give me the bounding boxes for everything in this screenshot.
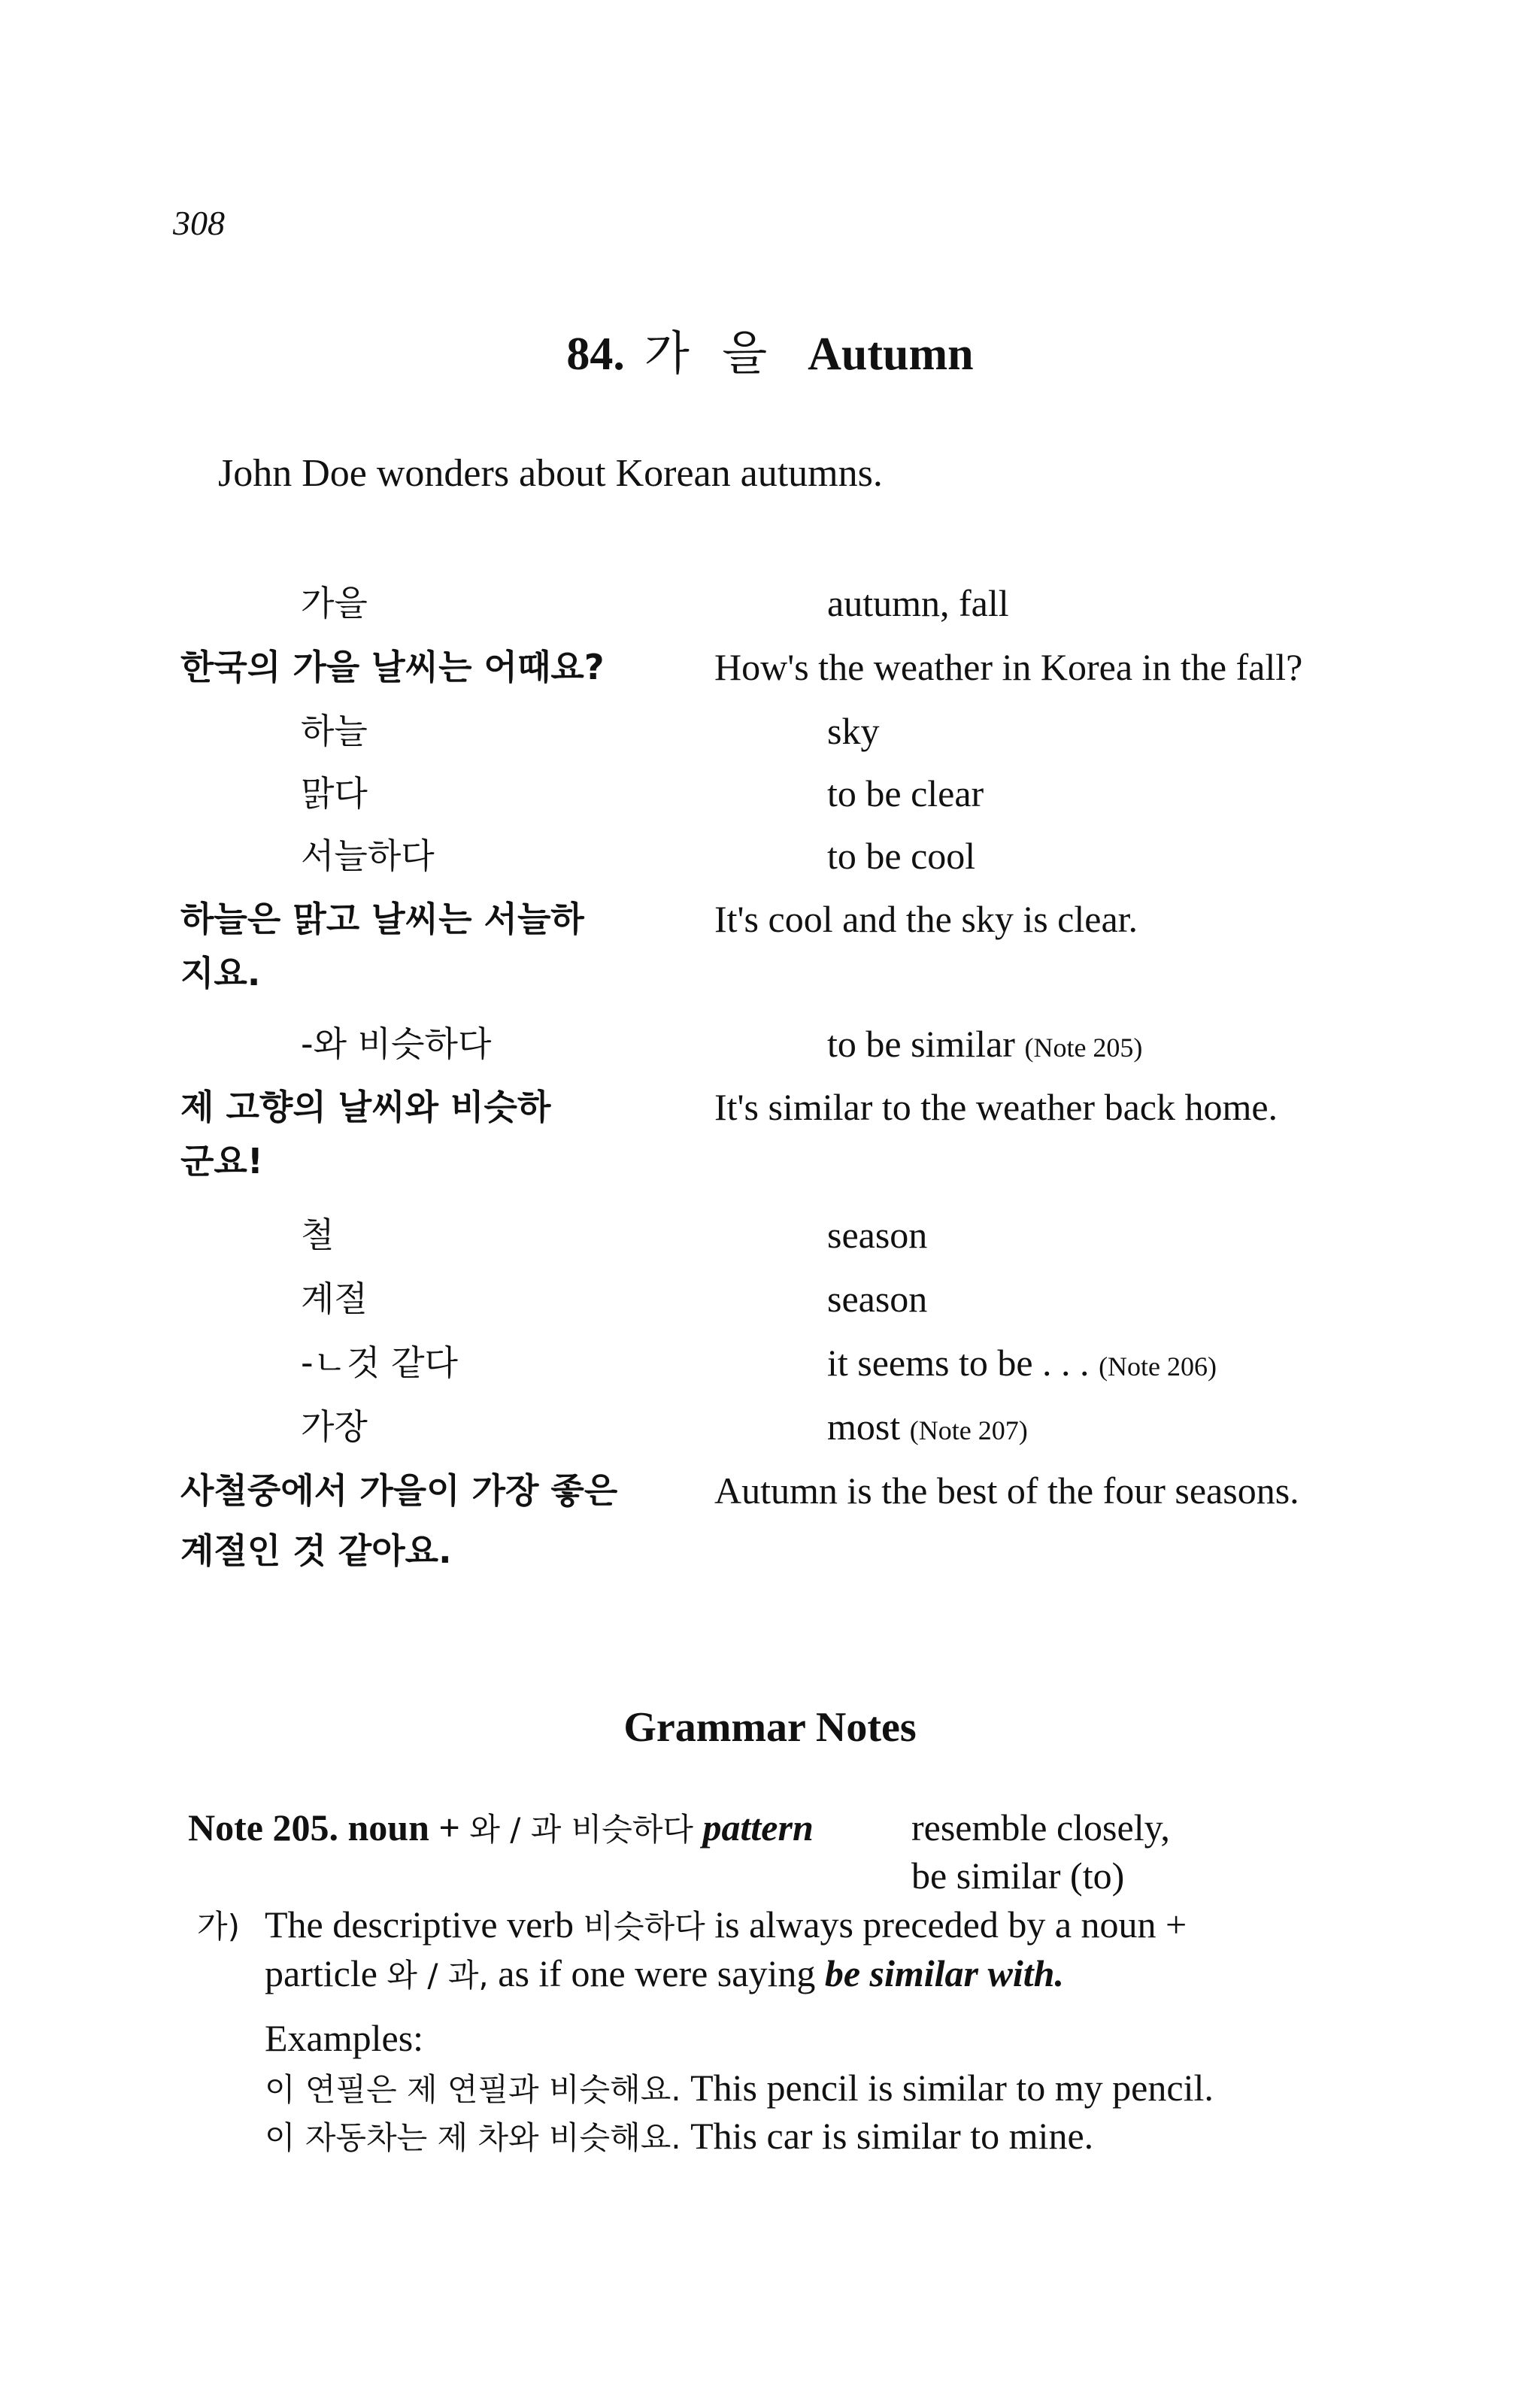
sentence-korean: 제 고향의 날씨와 비슷하 — [180, 1087, 551, 1127]
example-item — [265, 2064, 1214, 2114]
example-english: This pencil is similar to my pencil. — [690, 2067, 1214, 2109]
note-formula-korean: 와 / 과 비슷하다 — [469, 1811, 694, 1848]
vocab-korean: 가장 — [301, 1406, 368, 1447]
note-reference: (Note 205) — [1024, 1033, 1143, 1063]
vocab-english — [827, 1395, 1028, 1462]
vocab-english: season — [827, 1214, 928, 1256]
sentence-korean: 한국의 가을 날씨는 어때요? — [180, 647, 605, 687]
point-emphasis: be similar with. — [824, 1952, 1064, 1994]
note-formula: noun + — [347, 1806, 460, 1849]
sentence-korean-continued: 계절인 것 같아요. — [180, 1530, 452, 1571]
note-205-heading — [188, 1803, 814, 1854]
sentence-english: It's cool and the sky is clear. — [714, 898, 1138, 940]
vocab-english: autumn, fall — [827, 582, 1009, 624]
vocab-english — [827, 1331, 1217, 1398]
note-reference: (Note 206) — [1099, 1351, 1217, 1382]
example-korean: 이 연필은 제 연필과 비슷해요. — [265, 2071, 681, 2108]
note-reference: (Note 207) — [909, 1415, 1028, 1445]
note-label: Note 205. — [188, 1806, 338, 1849]
intro-text: John Doe wonders about Korean autumns. — [218, 452, 883, 495]
example-korean: 이 자동차는 제 차와 비슷해요. — [265, 2119, 681, 2156]
note-pattern-label: pattern — [702, 1806, 814, 1849]
vocab-english-text: to be similar — [827, 1023, 1015, 1065]
vocab-english: to be clear — [827, 772, 984, 814]
vocab-english: season — [827, 1278, 928, 1320]
sentence-english: Autumn is the best of the four seasons. — [714, 1469, 1299, 1512]
sentence-korean: 하늘은 맑고 날씨는 서늘하 — [180, 899, 584, 939]
lesson-title-korean: 가 을 — [644, 329, 778, 380]
examples-label: Examples: — [265, 2017, 424, 2059]
grammar-notes-heading: Grammar Notes — [623, 1704, 917, 1751]
example-item — [265, 2112, 1093, 2162]
vocab-korean: -와 비슷하다 — [301, 1024, 492, 1064]
lesson-title — [0, 316, 1540, 383]
note-meaning-line-1: resemble closely, — [911, 1806, 1170, 1849]
vocab-korean: 철 — [301, 1215, 335, 1255]
vocab-english-text: it seems to be . . . — [827, 1342, 1090, 1384]
note-meaning-line-2: be similar (to) — [911, 1855, 1125, 1897]
vocab-english-text: most — [827, 1406, 901, 1448]
lesson-title-english: Autumn — [808, 329, 974, 380]
vocab-korean: -ㄴ것 같다 — [301, 1342, 458, 1383]
lesson-number: 84. — [566, 329, 625, 380]
vocab-korean: 서늘하다 — [301, 836, 435, 876]
sentence-korean: 사철중에서 가을이 가장 좋은 — [180, 1470, 618, 1511]
vocab-korean: 계절 — [301, 1278, 368, 1319]
vocab-korean: 가을 — [301, 583, 368, 623]
vocab-english: to be cool — [827, 835, 976, 877]
sentence-korean-continued: 지요. — [180, 953, 261, 993]
vocab-english — [827, 1012, 1142, 1079]
point-marker: 가) — [197, 1908, 240, 1945]
point-korean-term: 비슷하다 — [583, 1908, 705, 1945]
vocab-korean: 하늘 — [301, 711, 368, 751]
vocab-english: sky — [827, 710, 880, 752]
page-number: 308 — [173, 204, 225, 242]
point-text-line-1: The descriptive verb 비슷하다 is always preceded by a noun + — [265, 1903, 1187, 1946]
sentence-english: How's the weather in Korea in the fall? — [714, 646, 1303, 688]
sentence-korean-continued: 군요! — [180, 1141, 263, 1181]
point-korean-particle: 와 / 과, — [387, 1957, 489, 1994]
sentence-english: It's similar to the weather back home. — [714, 1086, 1278, 1128]
example-english: This car is similar to mine. — [690, 2115, 1094, 2157]
point-text-line-2: particle 와 / 과, as if one were saying be similar with. — [265, 1952, 1064, 1994]
vocab-korean: 맑다 — [301, 773, 368, 814]
